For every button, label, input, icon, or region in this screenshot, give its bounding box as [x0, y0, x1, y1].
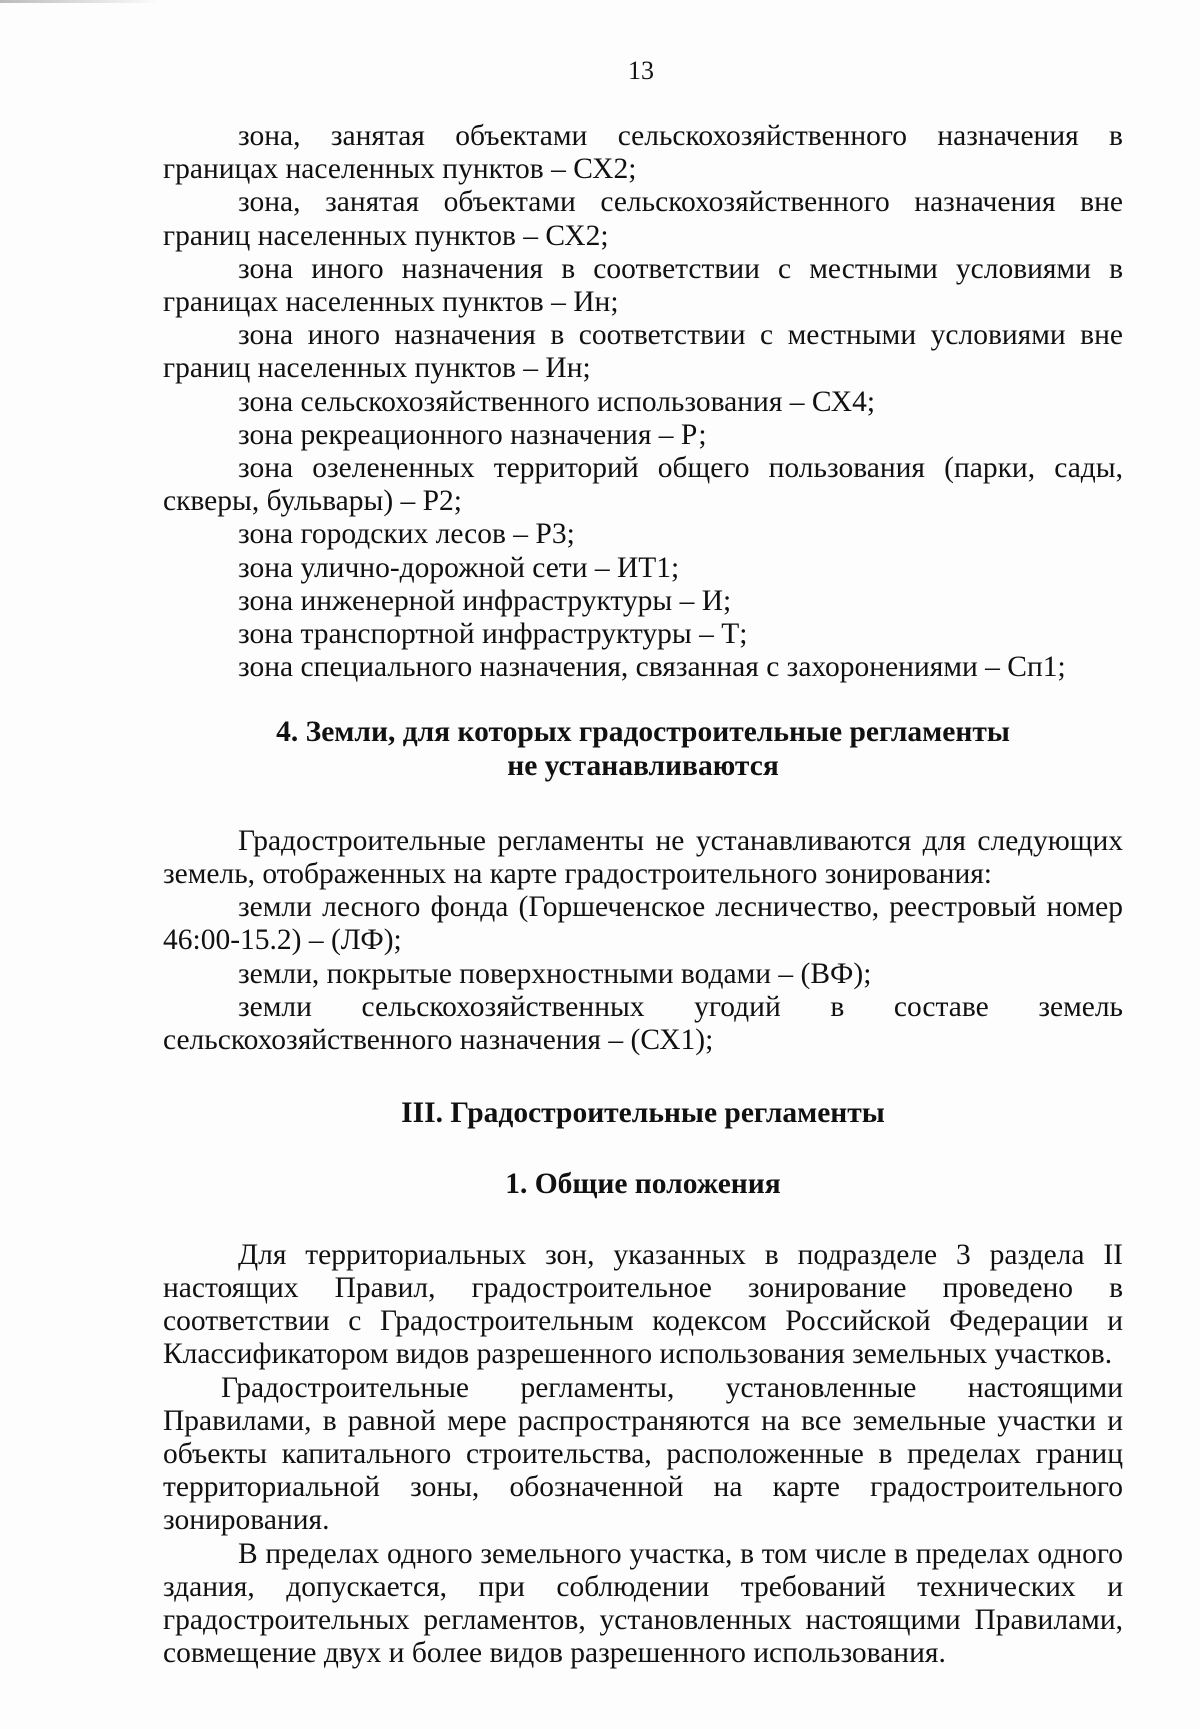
page-number: 13: [628, 56, 654, 85]
zone-item: зона иного назначения в соответствии с местными условиями в границах населенных пунктов – Ин;: [163, 252, 1123, 319]
section-4-heading-line-1: 4. Земли, для которых градостроительные регламенты: [276, 716, 1010, 749]
section-4-intro: Градостроительные регламенты не устанавливаются для следующих земель, отображенных на карте градостроительного зонирования:: [163, 824, 1123, 891]
zone-item: зона транспортной инфраструктуры – Т;: [238, 618, 748, 651]
scan-artifact: [0, 0, 160, 3]
zone-item: зона улично-дорожной сети – ИТ1;: [238, 551, 680, 584]
land-item: земли, покрытые поверхностными водами – (ВФ);: [238, 957, 872, 990]
zone-item: зона городских лесов – Р3;: [238, 518, 575, 551]
zone-item: зона специального назначения, связанная с захоронениями – Сп1;: [238, 651, 1066, 684]
zone-item: зона озелененных территорий общего пользования (парки, сады, скверы, бульвары) – Р2;: [163, 452, 1123, 518]
zone-item: зона, занятая объектами сельскохозяйственного назначения в границах населенных пунктов – СХ2;: [163, 120, 1123, 186]
page-content: [163, 120, 1123, 1670]
zone-item: зона, занятая объектами сельскохозяйственного назначения вне границ населенных пунктов – СХ2;: [163, 186, 1123, 252]
zone-list: [163, 120, 1123, 684]
zone-item: зона рекреационного назначения – Р;: [238, 418, 707, 451]
land-item: земли лесного фонда (Горшеченское лесничество, реестровый номер 46:00-15.2) – (ЛФ);: [163, 891, 1123, 957]
part-3-heading: III. Градостроительные регламенты: [401, 1097, 885, 1130]
land-item: земли сельскохозяйственных угодий в составе земель сельскохозяйственного назначения – (СХ1);: [163, 990, 1123, 1057]
body-paragraph: В пределах одного земельного участка, в том числе в пределах одного здания, допускается, при соблюдении требований технических и градостроительных регламентов, установленных настоящими Правилами, совмещение двух и более видов разрешенного использования.: [163, 1537, 1123, 1670]
zone-item: зона инженерной инфраструктуры – И;: [238, 584, 732, 617]
section-4-heading-line-2: не устанавливаются: [507, 749, 779, 782]
zone-item: зона иного назначения в соответствии с местными условиями вне границ населенных пунктов – Ин;: [163, 319, 1123, 385]
body-paragraph: Градостроительные регламенты, установленные настоящими Правилами, в равной мере распространяются на все земельные участки и объекты капитального строительства, расположенные в пределах границ территориальной зоны, обозначенной на карте градостроительного зонирования.: [163, 1371, 1123, 1537]
body-paragraph: Для территориальных зон, указанных в подразделе 3 раздела II настоящих Правил, градостроительное зонирование проведено в соответствии с Градостроительным кодексом Российской Федерации и Классификатором видов разрешенного использования земельных участков.: [163, 1238, 1123, 1371]
zone-item: зона сельскохозяйственного использования – СХ4;: [238, 385, 876, 418]
section-4-heading: [163, 716, 1123, 782]
general-provisions-heading: 1. Общие положения: [505, 1168, 781, 1201]
